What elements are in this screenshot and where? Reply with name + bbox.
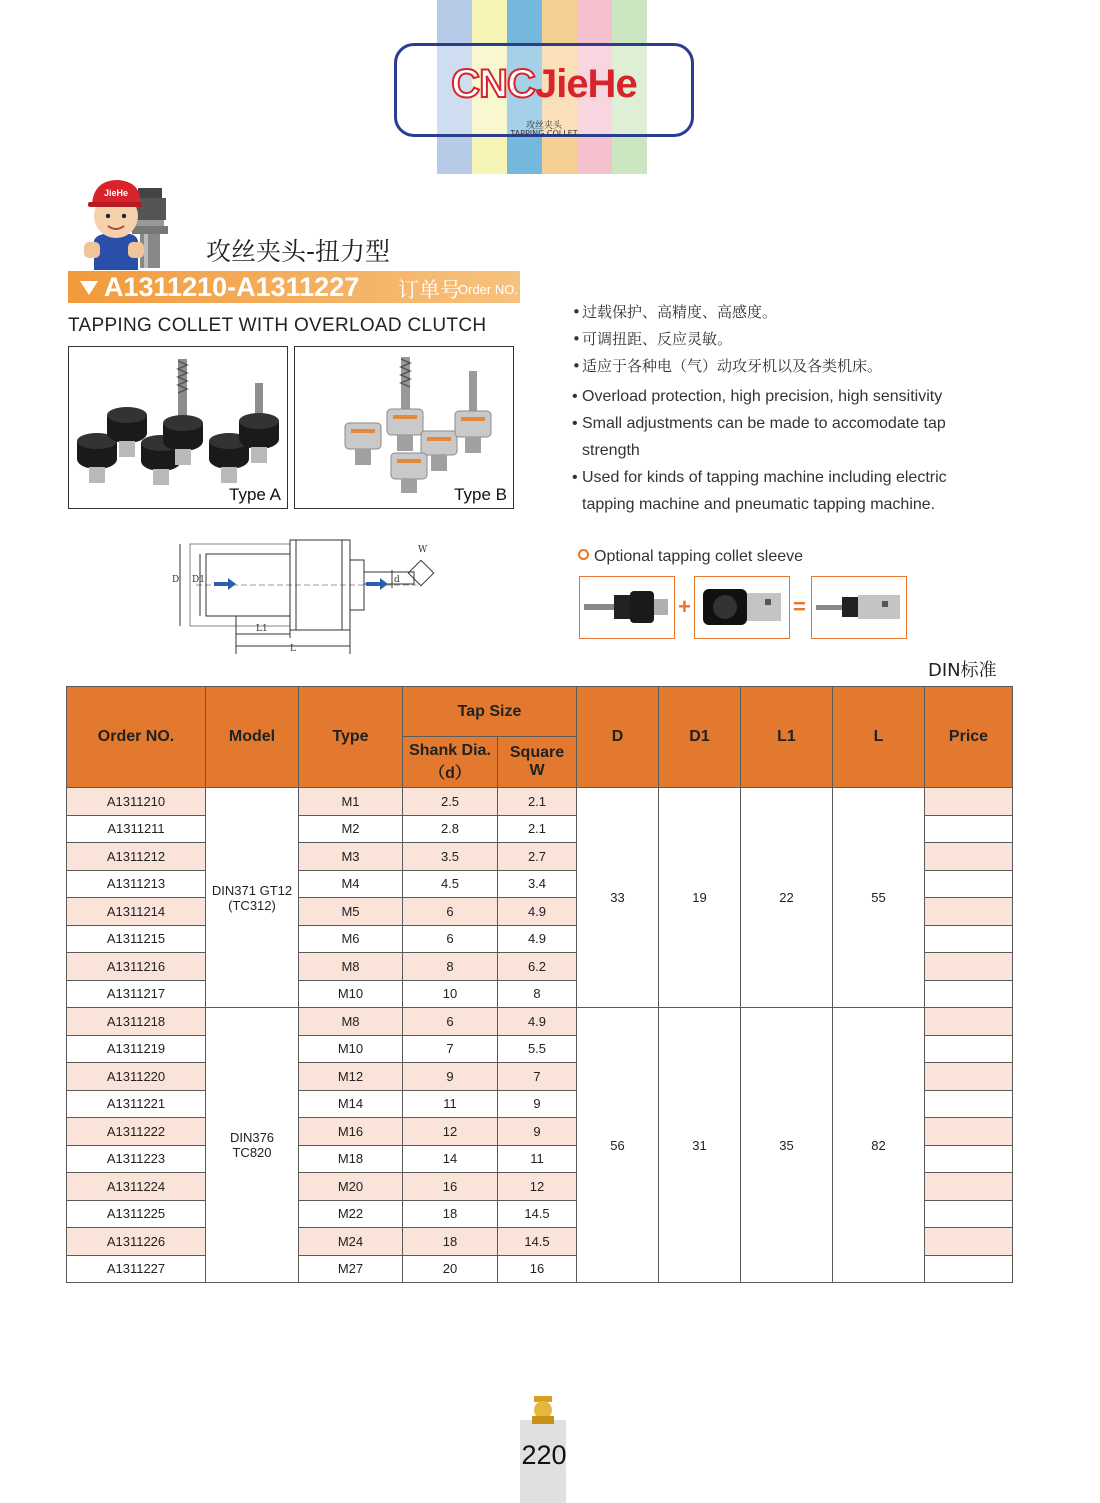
square-cell: 12 xyxy=(498,1173,577,1201)
type-cell: M5 xyxy=(299,898,403,926)
square-cell: 11 xyxy=(498,1145,577,1173)
type-cell: M16 xyxy=(299,1118,403,1146)
l1-cell: 35 xyxy=(741,1008,833,1283)
header-l1: L1 xyxy=(741,687,833,788)
l-cell: 82 xyxy=(833,1008,925,1283)
type-cell: M14 xyxy=(299,1090,403,1118)
shank-dia-cell: 6 xyxy=(403,898,498,926)
price-cell xyxy=(925,925,1013,953)
order-no-cell: A1311211 xyxy=(67,815,206,843)
square-cell: 2.1 xyxy=(498,788,577,816)
price-cell xyxy=(925,1200,1013,1228)
header-tap-size: Tap Size xyxy=(403,687,577,737)
price-cell xyxy=(925,1063,1013,1091)
feature-en-item: • Small adjustments can be made to accomodate tap xyxy=(572,415,946,432)
shank-dia-cell: 7 xyxy=(403,1035,498,1063)
photo-label-type-b: Type B xyxy=(454,485,507,504)
order-number-banner xyxy=(68,271,520,303)
order-no-cell: A1311218 xyxy=(67,1008,206,1036)
photo-label-type-a: Type A xyxy=(229,485,281,504)
order-no-cell: A1311226 xyxy=(67,1228,206,1256)
price-cell xyxy=(925,1035,1013,1063)
order-no-cell: A1311227 xyxy=(67,1255,206,1283)
price-cell xyxy=(925,870,1013,898)
feature-en-continuation: strength xyxy=(582,442,640,459)
sleeve-part-sleeve xyxy=(694,576,790,639)
square-cell: 9 xyxy=(498,1118,577,1146)
order-no-cell: A1311215 xyxy=(67,925,206,953)
order-no-cell: A1311212 xyxy=(67,843,206,871)
square-cell: 4.9 xyxy=(498,1008,577,1036)
order-number-range: A1311210-A1311227 xyxy=(104,272,360,302)
price-cell xyxy=(925,1090,1013,1118)
header-type: Type xyxy=(299,687,403,788)
order-no-cell: A1311224 xyxy=(67,1173,206,1201)
order-no-cell: A1311213 xyxy=(67,870,206,898)
mascot-small-icon xyxy=(526,1394,560,1426)
feature-en-item: • Overload protection, high precision, high sensitivity xyxy=(572,388,943,405)
dimension-label-l1: L1 xyxy=(256,624,268,634)
dimension-label-d: D xyxy=(172,575,180,585)
order-label-cn: 订单号 xyxy=(398,278,461,302)
header-d1: D1 xyxy=(659,687,741,788)
square-cell: 2.1 xyxy=(498,815,577,843)
product-title-en: TAPPING COLLET WITH OVERLOAD CLUTCH xyxy=(68,315,487,336)
header-d: D xyxy=(577,687,659,788)
plus-sign: + xyxy=(678,594,691,619)
circle-bullet-icon xyxy=(578,549,589,560)
shank-dia-cell: 2.8 xyxy=(403,815,498,843)
order-no-cell: A1311214 xyxy=(67,898,206,926)
order-no-cell: A1311217 xyxy=(67,980,206,1008)
header-square: Square W xyxy=(498,737,577,788)
square-cell: 8 xyxy=(498,980,577,1008)
type-cell: M22 xyxy=(299,1200,403,1228)
type-cell: M10 xyxy=(299,1035,403,1063)
square-cell: 2.7 xyxy=(498,843,577,871)
collet-silver-image xyxy=(295,347,513,508)
shank-dia-cell: 14 xyxy=(403,1145,498,1173)
order-no-cell: A1311221 xyxy=(67,1090,206,1118)
shank-dia-cell: 6 xyxy=(403,925,498,953)
photo-type-b xyxy=(294,346,514,509)
shank-dia-cell: 6 xyxy=(403,1008,498,1036)
feature-cn-item: •适应于各种电（气）动攻牙机以及各类机床。 xyxy=(572,357,883,375)
feature-en-continuation: tapping machine and pneumatic tapping machine. xyxy=(582,496,936,513)
dimension-drawing xyxy=(166,530,442,660)
sleeve-icon xyxy=(695,577,789,638)
shank-dia-cell: 16 xyxy=(403,1173,498,1201)
square-cell: 6.2 xyxy=(498,953,577,981)
shank-dia-cell: 2.5 xyxy=(403,788,498,816)
sleeve-heading: Optional tapping collet sleeve xyxy=(578,548,803,566)
shank-dia-cell: 12 xyxy=(403,1118,498,1146)
square-cell: 16 xyxy=(498,1255,577,1283)
feature-list-cn xyxy=(572,299,882,380)
type-cell: M18 xyxy=(299,1145,403,1173)
mascot-cap-text: JieHe xyxy=(103,188,129,198)
spec-table xyxy=(66,686,1013,1283)
type-cell: M8 xyxy=(299,1008,403,1036)
l-cell: 55 xyxy=(833,788,925,1008)
dimension-label-w: W xyxy=(418,545,428,555)
standard-label: DIN标准 xyxy=(928,660,997,681)
order-no-cell: A1311225 xyxy=(67,1200,206,1228)
d1-cell: 19 xyxy=(659,788,741,1008)
model-cell: DIN371 GT12 (TC312) xyxy=(206,788,299,1008)
header-order-no: Order NO. xyxy=(67,687,206,788)
logo-cnc-text: CNC xyxy=(451,62,535,106)
header-model: Model xyxy=(206,687,299,788)
order-no-cell: A1311222 xyxy=(67,1118,206,1146)
price-cell xyxy=(925,815,1013,843)
page-number: 220 xyxy=(521,1440,567,1470)
square-cell: 14.5 xyxy=(498,1200,577,1228)
table-row xyxy=(67,788,1013,816)
type-cell: M6 xyxy=(299,925,403,953)
square-cell: 7 xyxy=(498,1063,577,1091)
price-cell xyxy=(925,1008,1013,1036)
shank-dia-cell: 18 xyxy=(403,1200,498,1228)
square-cell: 3.4 xyxy=(498,870,577,898)
assembled-collet-icon xyxy=(812,577,906,638)
model-cell: DIN376 TC820 xyxy=(206,1008,299,1283)
price-cell xyxy=(925,953,1013,981)
order-no-cell: A1311216 xyxy=(67,953,206,981)
dimension-label-l: L xyxy=(290,644,296,654)
feature-cn-item: •可调扭距、反应灵敏。 xyxy=(572,330,733,348)
shank-dia-cell: 18 xyxy=(403,1228,498,1256)
order-no-cell: A1311223 xyxy=(67,1145,206,1173)
order-no-cell: A1311220 xyxy=(67,1063,206,1091)
order-no-cell: A1311210 xyxy=(67,788,206,816)
order-label-en: Order NO. xyxy=(458,282,518,297)
price-cell xyxy=(925,788,1013,816)
type-cell: M1 xyxy=(299,788,403,816)
type-cell: M2 xyxy=(299,815,403,843)
triangle-down-icon xyxy=(80,281,98,295)
feature-cn-item: •过载保护、高精度、高感度。 xyxy=(572,303,778,321)
header-price: Price xyxy=(925,687,1013,788)
feature-en-item: • Used for kinds of tapping machine including electric xyxy=(572,469,947,486)
feature-list-en xyxy=(572,383,947,518)
dimension-label-d1: D1 xyxy=(192,575,205,585)
type-cell: M3 xyxy=(299,843,403,871)
type-cell: M24 xyxy=(299,1228,403,1256)
logo-subtitle-en: TAPPING COLLET xyxy=(510,129,578,138)
tap-collet-icon xyxy=(580,577,674,638)
type-cell: M10 xyxy=(299,980,403,1008)
square-cell: 4.9 xyxy=(498,925,577,953)
shank-dia-cell: 20 xyxy=(403,1255,498,1283)
shank-dia-cell: 11 xyxy=(403,1090,498,1118)
sleeve-part-result xyxy=(811,576,907,639)
mascot-illustration xyxy=(74,176,186,272)
shank-dia-cell: 10 xyxy=(403,980,498,1008)
price-cell xyxy=(925,1145,1013,1173)
table-row xyxy=(67,1008,1013,1036)
logo-subtitle-cn: 攻丝夹头 xyxy=(525,121,562,131)
price-cell xyxy=(925,898,1013,926)
logo-jiehe-text: JieHe xyxy=(534,62,637,106)
price-cell xyxy=(925,1173,1013,1201)
type-cell: M8 xyxy=(299,953,403,981)
type-cell: M4 xyxy=(299,870,403,898)
d-cell: 56 xyxy=(577,1008,659,1283)
sleeve-part-tap-collet xyxy=(579,576,675,639)
collet-black-image xyxy=(69,347,287,508)
brand-logo xyxy=(394,43,694,137)
price-cell xyxy=(925,1118,1013,1146)
shank-dia-cell: 9 xyxy=(403,1063,498,1091)
equals-sign: = xyxy=(793,594,806,619)
product-title-cn: 攻丝夹头-扭力型 xyxy=(206,237,391,266)
shank-dia-cell: 8 xyxy=(403,953,498,981)
dimension-label-small-d: d xyxy=(394,575,400,585)
order-no-cell: A1311219 xyxy=(67,1035,206,1063)
price-cell xyxy=(925,843,1013,871)
header-l: L xyxy=(833,687,925,788)
l1-cell: 22 xyxy=(741,788,833,1008)
type-cell: M12 xyxy=(299,1063,403,1091)
square-cell: 5.5 xyxy=(498,1035,577,1063)
d1-cell: 31 xyxy=(659,1008,741,1283)
type-cell: M27 xyxy=(299,1255,403,1283)
square-cell: 14.5 xyxy=(498,1228,577,1256)
d-cell: 33 xyxy=(577,788,659,1008)
square-cell: 9 xyxy=(498,1090,577,1118)
price-cell xyxy=(925,980,1013,1008)
type-cell: M20 xyxy=(299,1173,403,1201)
price-cell xyxy=(925,1255,1013,1283)
header-shank-dia: Shank Dia. （d） xyxy=(403,737,498,788)
shank-dia-cell: 3.5 xyxy=(403,843,498,871)
price-cell xyxy=(925,1228,1013,1256)
shank-dia-cell: 4.5 xyxy=(403,870,498,898)
square-cell: 4.9 xyxy=(498,898,577,926)
photo-type-a xyxy=(68,346,288,509)
